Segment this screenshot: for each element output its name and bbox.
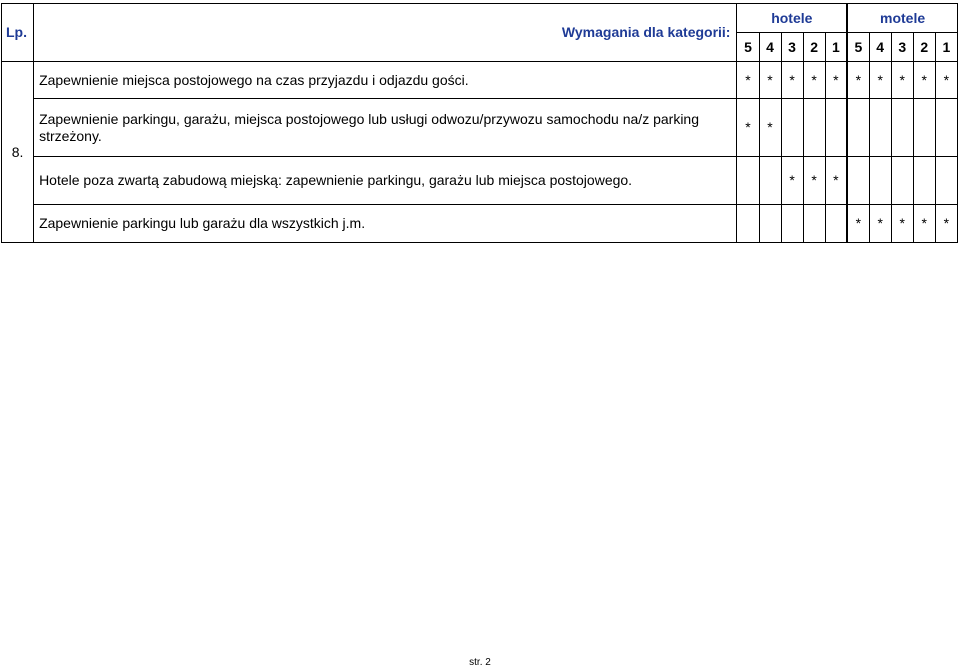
mark-cell — [847, 157, 869, 205]
mark-cell: * — [737, 62, 759, 99]
mark-cell — [935, 99, 957, 157]
lp-header: Lp. — [2, 4, 34, 62]
motele-star-3: 3 — [891, 33, 913, 62]
mark-cell: * — [891, 205, 913, 243]
requirement-text: Hotele poza zwartą zabudową miejską: zapewnienie parkingu, garażu lub miejsca postojowego. — [34, 157, 737, 205]
motele-star-5: 5 — [847, 33, 869, 62]
mark-cell — [803, 205, 825, 243]
motele-star-2: 2 — [913, 33, 935, 62]
mark-cell — [825, 205, 847, 243]
mark-cell: * — [759, 99, 781, 157]
mark-cell: * — [847, 62, 869, 99]
mark-cell — [781, 205, 803, 243]
table-row — [2, 157, 958, 205]
mark-cell — [869, 99, 891, 157]
mark-cell: * — [803, 157, 825, 205]
header-row-groups — [2, 4, 958, 33]
mark-cell: * — [847, 205, 869, 243]
mark-cell: * — [891, 62, 913, 99]
hotele-star-2: 2 — [803, 33, 825, 62]
mark-cell: * — [781, 157, 803, 205]
mark-cell — [759, 205, 781, 243]
table-row — [2, 99, 958, 157]
motele-header: motele — [847, 4, 957, 33]
mark-cell: * — [913, 62, 935, 99]
requirement-text: Zapewnienie parkingu lub garażu dla wszystkich j.m. — [34, 205, 737, 243]
requirement-text: Zapewnienie miejsca postojowego na czas przyjazdu i odjazdu gości. — [34, 62, 737, 99]
mark-cell: * — [935, 205, 957, 243]
mark-cell — [869, 157, 891, 205]
table-row — [2, 62, 958, 99]
mark-cell — [803, 99, 825, 157]
mark-cell: * — [935, 62, 957, 99]
mark-cell — [759, 157, 781, 205]
table-row — [2, 205, 958, 243]
hotele-star-1: 1 — [825, 33, 847, 62]
mark-cell: * — [869, 62, 891, 99]
mark-cell — [737, 205, 759, 243]
mark-cell — [891, 157, 913, 205]
mark-cell: * — [913, 205, 935, 243]
category-header: Wymagania dla kategorii: — [34, 4, 737, 62]
mark-cell — [847, 99, 869, 157]
page-number: str. 2 — [469, 657, 491, 668]
mark-cell: * — [781, 62, 803, 99]
hotele-star-5: 5 — [737, 33, 759, 62]
hotele-header: hotele — [737, 4, 847, 33]
hotele-star-3: 3 — [781, 33, 803, 62]
mark-cell — [935, 157, 957, 205]
mark-cell: * — [737, 99, 759, 157]
mark-cell — [913, 157, 935, 205]
requirements-table — [1, 3, 958, 243]
hotele-star-4: 4 — [759, 33, 781, 62]
mark-cell: * — [869, 205, 891, 243]
mark-cell: * — [825, 62, 847, 99]
mark-cell — [781, 99, 803, 157]
mark-cell — [891, 99, 913, 157]
mark-cell — [913, 99, 935, 157]
mark-cell: * — [759, 62, 781, 99]
section-number: 8. — [2, 62, 34, 243]
mark-cell — [737, 157, 759, 205]
motele-star-4: 4 — [869, 33, 891, 62]
mark-cell — [825, 99, 847, 157]
mark-cell: * — [803, 62, 825, 99]
requirement-text: Zapewnienie parkingu, garażu, miejsca postojowego lub usługi odwozu/przywozu samochodu na/z parking strzeżony. — [34, 99, 737, 157]
mark-cell: * — [825, 157, 847, 205]
motele-star-1: 1 — [935, 33, 957, 62]
